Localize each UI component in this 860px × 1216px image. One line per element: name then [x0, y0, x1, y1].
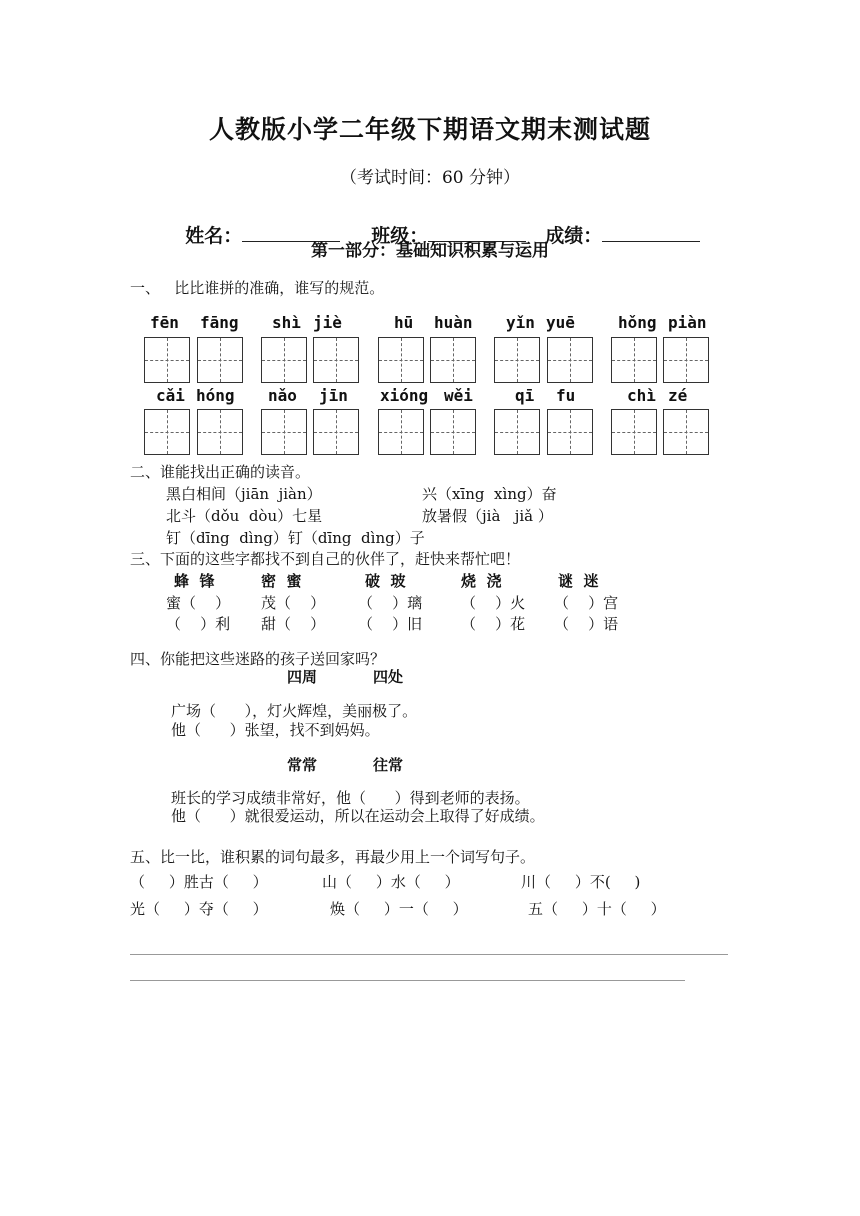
writing-box[interactable] [378, 409, 424, 455]
pinyin-label: piàn [668, 313, 707, 332]
word-choice: 四处 [373, 668, 404, 686]
pinyin-label: shì [272, 313, 301, 332]
idiom-item: （ ）胜古（ ） [130, 873, 268, 891]
idiom-item: 五（ ）十（ ） [528, 900, 666, 918]
writing-box[interactable] [313, 409, 359, 455]
fill-item: （ ）璃 [358, 594, 423, 612]
char-pair: 破 玻 [365, 572, 406, 590]
section-4-title: 四、你能把这些迷路的孩子送回家吗？ [130, 650, 386, 668]
pinyin-label: fāng [200, 313, 239, 332]
writing-box[interactable] [547, 409, 593, 455]
part-title: 第一部分：基础知识积累与运用 [311, 241, 549, 261]
score-label: 成绩： [545, 225, 603, 247]
pinyin-label: fu [556, 386, 576, 405]
idiom-item: 光（ ）夺（ ） [130, 900, 268, 918]
char-pair: 烧 浇 [461, 572, 502, 590]
writing-box[interactable] [547, 337, 593, 383]
fill-item: 甜（ ） [261, 615, 326, 633]
pinyin-label: chì [627, 386, 656, 405]
section-1-title: 一、 比比谁拼的准确，谁写的规范。 [130, 279, 385, 297]
word-choice: 四周 [287, 668, 318, 686]
writing-box[interactable] [430, 337, 476, 383]
pinyin-label: yǐn [506, 313, 535, 332]
pinyin-label: wěi [444, 386, 473, 405]
idiom-item: 山（ ）水（ ） [322, 873, 460, 891]
sentence: 班长的学习成绩非常好，他（ ）得到老师的表扬。 [171, 789, 530, 807]
reading-item: 钉（dīng dìng）钉（dīng dìng）子 [166, 529, 425, 547]
pinyin-label: xióng [380, 386, 429, 405]
fill-item: （ ）宫 [554, 594, 619, 612]
fill-item: （ ）语 [554, 615, 619, 633]
fill-item: （ ）旧 [358, 615, 423, 633]
pinyin-label: qī [515, 386, 535, 405]
char-pair: 谜 迷 [558, 572, 599, 590]
fill-item: 蜜（ ） [166, 594, 231, 612]
writing-box[interactable] [378, 337, 424, 383]
char-pair: 密 蜜 [261, 572, 302, 590]
exam-time: （考试时间：60 分钟） [339, 168, 521, 188]
sentence: 广场（ ），灯火辉煌，美丽极了。 [171, 702, 418, 720]
reading-item: 放暑假（jià jiǎ ） [422, 507, 553, 525]
answer-line[interactable] [130, 980, 685, 981]
writing-box[interactable] [261, 409, 307, 455]
writing-box[interactable] [494, 409, 540, 455]
pinyin-label: jiè [313, 313, 342, 332]
idiom-item: 川（ ）不( ) [521, 873, 641, 891]
writing-box[interactable] [663, 337, 709, 383]
writing-box[interactable] [663, 409, 709, 455]
reading-item: 黑白相间（jiān jiàn） [166, 485, 322, 503]
writing-box[interactable] [144, 409, 190, 455]
pinyin-label: fēn [150, 313, 179, 332]
writing-box[interactable] [197, 337, 243, 383]
class-label: 班级： [371, 225, 429, 247]
writing-box[interactable] [611, 337, 657, 383]
reading-item: 北斗（dǒu dòu）七星 [166, 507, 323, 525]
fill-item: （ ）利 [166, 615, 231, 633]
idiom-item: 焕（ ）一（ ） [330, 900, 468, 918]
writing-box[interactable] [430, 409, 476, 455]
word-choice: 往常 [373, 756, 404, 774]
pinyin-label: hóng [196, 386, 235, 405]
pinyin-label: nǎo [268, 386, 297, 405]
writing-box[interactable] [261, 337, 307, 383]
writing-box[interactable] [197, 409, 243, 455]
writing-box[interactable] [611, 409, 657, 455]
fill-item: （ ）火 [461, 594, 526, 612]
pinyin-label: hū [394, 313, 414, 332]
pinyin-label: huàn [434, 313, 473, 332]
word-choice: 常常 [287, 756, 318, 774]
reading-item: 兴（xīng xìng）奋 [422, 485, 557, 503]
fill-item: （ ）花 [461, 615, 526, 633]
writing-box[interactable] [494, 337, 540, 383]
writing-box[interactable] [313, 337, 359, 383]
sentence: 他（ ）张望，找不到妈妈。 [171, 721, 380, 739]
section-3-title: 三、下面的这些字都找不到自己的伙伴了，赶快来帮忙吧！ [130, 550, 521, 568]
pinyin-label: jīn [319, 386, 348, 405]
sentence: 他（ ）就很爱运动，所以在运动会上取得了好成绩。 [171, 807, 545, 825]
answer-line[interactable] [130, 954, 728, 955]
writing-box[interactable] [144, 337, 190, 383]
section-5-title: 五、比一比，谁积累的词句最多，再最少用上一个词写句子。 [130, 848, 536, 866]
name-label: 姓名： [185, 225, 243, 247]
page-title: 人教版小学二年级下期语文期末测试题 [208, 115, 651, 144]
pinyin-label: zé [668, 386, 688, 405]
char-pair: 蜂 锋 [174, 572, 215, 590]
fill-item: 茂（ ） [261, 594, 326, 612]
pinyin-label: yuē [546, 313, 575, 332]
pinyin-label: hǒng [618, 313, 657, 332]
section-2-title: 二、谁能找出正确的读音。 [130, 463, 311, 481]
pinyin-label: cǎi [156, 386, 185, 405]
